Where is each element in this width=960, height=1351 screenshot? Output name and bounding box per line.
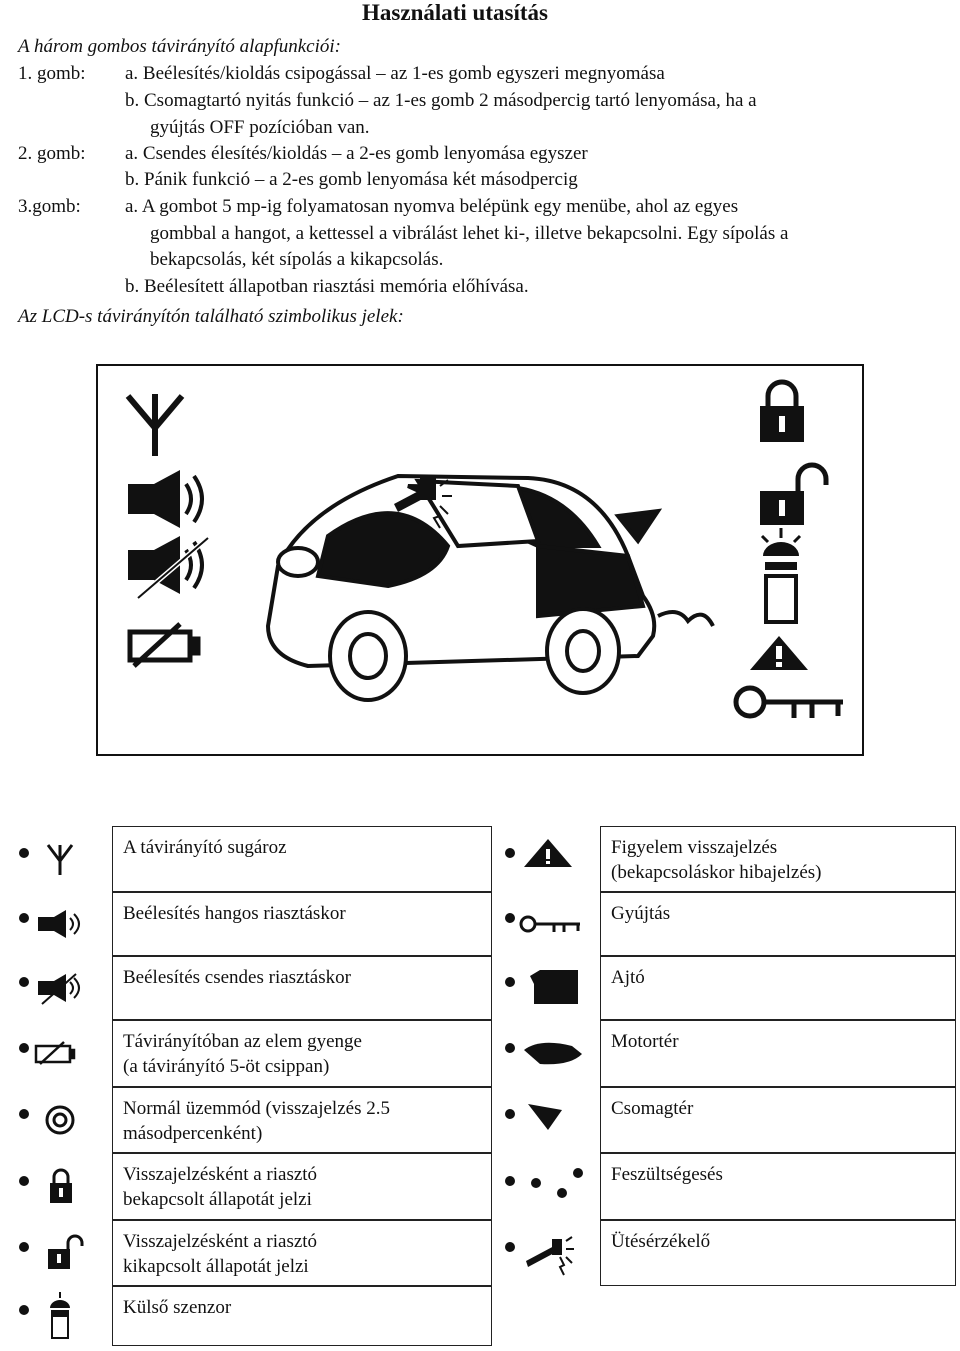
- section-heading-functions: A három gombos távirányító alapfunkciói:: [18, 36, 341, 57]
- legend-row-left-2: [112, 956, 492, 1020]
- locked-padlock-icon: [760, 382, 804, 442]
- normal-mode-icon: [14, 1089, 106, 1151]
- muted-speaker-icon: [128, 536, 208, 598]
- legend-text: Visszajelzésként a riasztó: [123, 1231, 318, 1252]
- key-icon: [500, 894, 592, 954]
- voltage-dots-icon: [500, 1155, 592, 1218]
- line-text: a. A gombot 5 mp-ig folyamatosan nyomva belépünk egy menübe, ahol az egyes: [125, 196, 739, 217]
- legend-text: Ütésérzékelő: [611, 1231, 711, 1252]
- legend-text: Ajtó: [611, 967, 645, 988]
- legend-text: A távirányító sugároz: [123, 837, 287, 858]
- speaker-icon: [14, 894, 106, 954]
- legend-text: Beélesítés hangos riasztáskor: [123, 903, 346, 924]
- trunk-icon: [500, 1089, 592, 1151]
- line-text: gombbal a hangot, a kettessel a vibrálást lehet ki-, illetve bekapcsolni. Egy sípolás a: [150, 223, 789, 244]
- lcd-display-illustration: [96, 364, 864, 756]
- legend-row-right-2: [600, 956, 956, 1020]
- locked-padlock-icon: [14, 1155, 106, 1218]
- legend-text: másodpercenként): [123, 1123, 263, 1144]
- legend-text: Beélesítés csendes riasztáskor: [123, 967, 351, 988]
- line-text: a. Csendes élesítés/kioldás – a 2-es gomb lenyomása egyszer: [125, 143, 588, 164]
- page-title: Használati utasítás: [362, 0, 548, 25]
- muted-speaker-icon: [14, 958, 106, 1018]
- warning-triangle-icon: [750, 636, 808, 670]
- legend-row-left-6: [112, 1220, 492, 1286]
- section-heading-symbols: Az LCD-s távirányítón található szimbolikus jelek:: [18, 306, 404, 327]
- legend-text: Gyújtás: [611, 903, 671, 924]
- lcd-svg: [98, 366, 866, 758]
- shock-sensor-icon: [500, 1222, 592, 1284]
- line-text: b. Beélesített állapotban riasztási memória előhívása.: [125, 276, 529, 297]
- legend-row-right-5: [600, 1153, 956, 1220]
- legend-row-right-4: [600, 1087, 956, 1153]
- legend-text: Feszültségesés: [611, 1164, 723, 1185]
- unlocked-padlock-icon: [760, 465, 826, 525]
- legend-row-left-3: [112, 1020, 492, 1087]
- legend-text: Távirányítóban az elem gyenge: [123, 1031, 362, 1052]
- legend-row-left-5: [112, 1153, 492, 1220]
- antenna-icon: [14, 828, 106, 890]
- legend-text: (a távirányító 5-öt csippan): [123, 1056, 330, 1077]
- car-illustration: [268, 476, 713, 700]
- antenna-icon: [128, 394, 182, 456]
- legend-text: Motortér: [611, 1031, 679, 1052]
- legend-text: (bekapcsoláskor hibajelzés): [611, 862, 822, 883]
- external-sensor-icon: [762, 528, 800, 622]
- legend-row-left-1: [112, 892, 492, 956]
- hood-icon: [500, 1022, 592, 1085]
- legend-text: Figyelem visszajelzés: [611, 837, 778, 858]
- line-text: bekapcsolás, két sípolás a kikapcsolás.: [150, 249, 444, 270]
- legend-row-left-4: [112, 1087, 492, 1153]
- unlocked-padlock-icon: [14, 1222, 106, 1284]
- legend-row-right-6: [600, 1220, 956, 1286]
- low-battery-icon: [130, 624, 198, 666]
- legend-text: Visszajelzésként a riasztó: [123, 1164, 318, 1185]
- legend-text: bekapcsolt állapotát jelzi: [123, 1189, 312, 1210]
- line-num: 2. gomb:: [18, 143, 86, 164]
- low-battery-icon: [14, 1022, 106, 1085]
- external-sensor-icon: [14, 1288, 106, 1344]
- legend-row-right-1: [600, 892, 956, 956]
- line-text: b. Csomagtartó nyitás funkció – az 1-es gomb 2 másodpercig tartó lenyomása, ha a: [125, 90, 757, 111]
- legend-row-left-7: [112, 1286, 492, 1346]
- speaker-icon: [128, 470, 202, 528]
- legend-text: kikapcsolt állapotát jelzi: [123, 1256, 309, 1277]
- line-text: gyújtás OFF pozícióban van.: [150, 117, 370, 138]
- legend-row-right-3: [600, 1020, 956, 1087]
- door-icon: [500, 958, 592, 1018]
- line-num: 3.gomb:: [18, 196, 81, 217]
- legend-text: Külső szenzor: [123, 1297, 232, 1318]
- legend-text: Csomagtér: [611, 1098, 694, 1119]
- legend-text: Normál üzemmód (visszajelzés 2.5: [123, 1098, 390, 1119]
- warning-triangle-icon: [500, 828, 592, 890]
- key-icon: [736, 688, 843, 718]
- line-num: 1. gomb:: [18, 63, 86, 84]
- line-text: b. Pánik funkció – a 2-es gomb lenyomása két másodpercig: [125, 169, 578, 190]
- legend-row-left-0: [112, 826, 492, 892]
- legend-row-right-0: [600, 826, 956, 892]
- line-text: a. Beélesítés/kioldás csipogással – az 1-es gomb egyszeri megnyomása: [125, 63, 665, 84]
